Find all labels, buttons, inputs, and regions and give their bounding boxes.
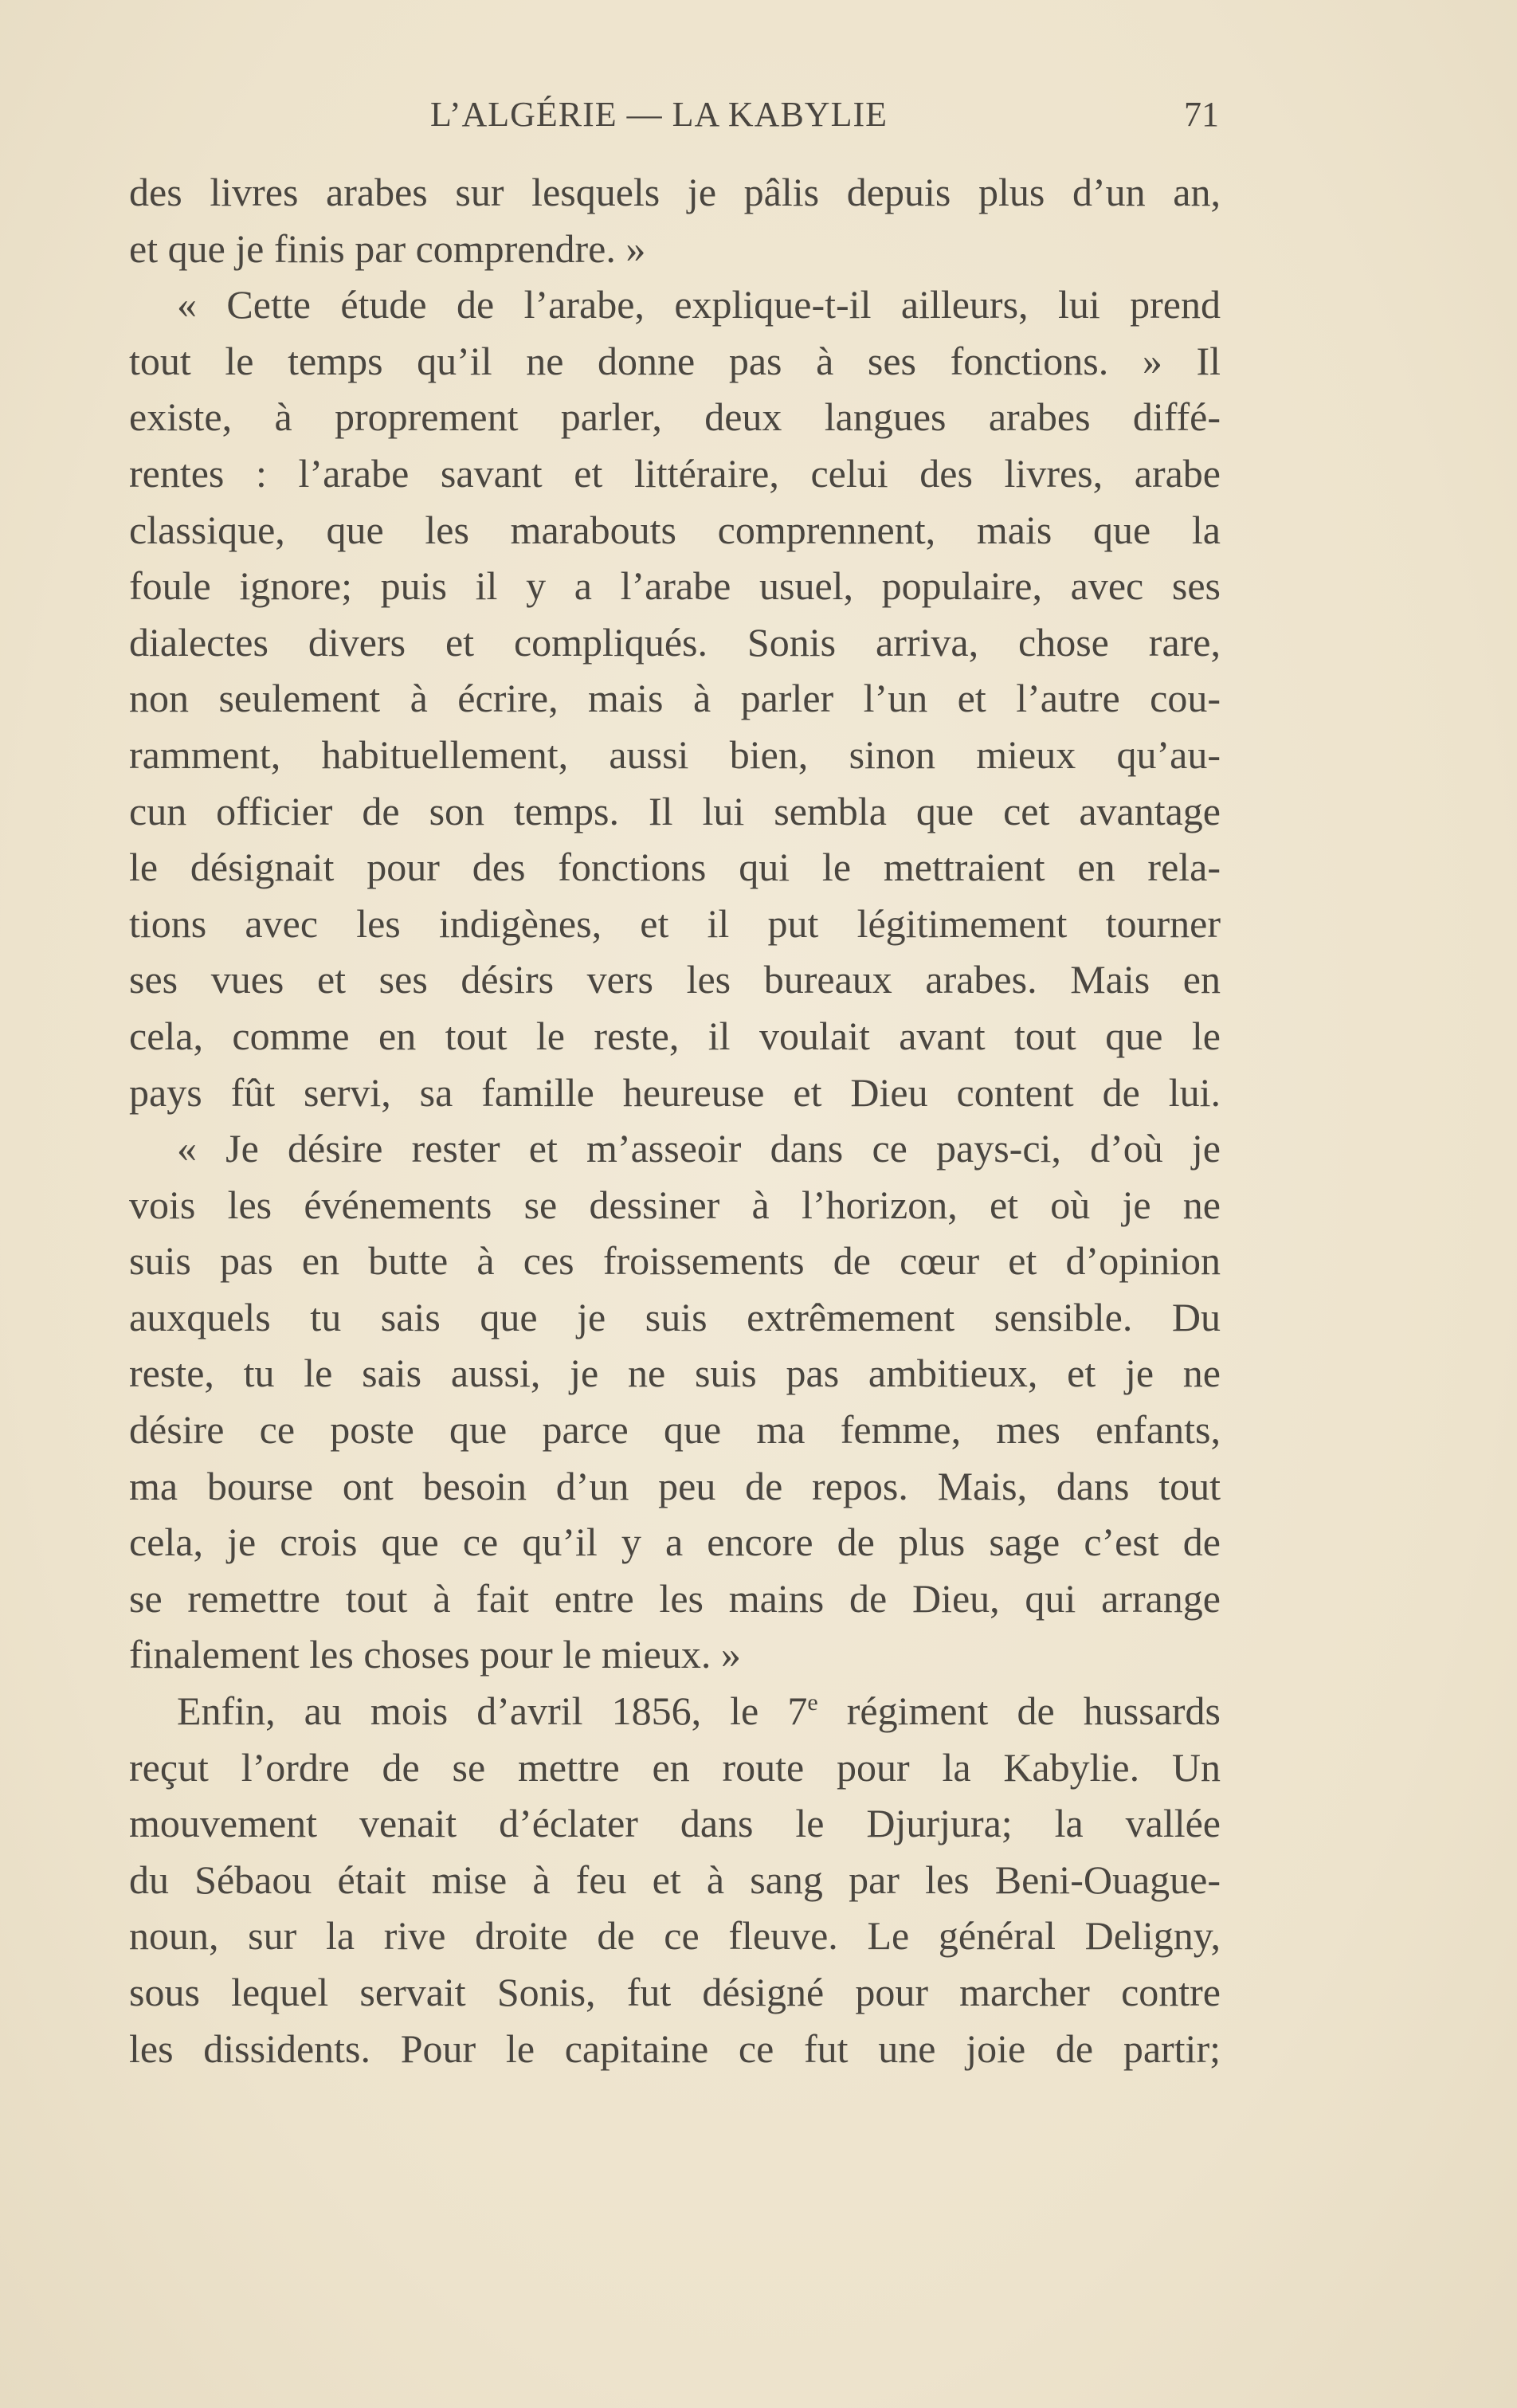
text-line: classique, que les marabouts comprennent, mais que la	[129, 507, 1221, 552]
text-line: se remettre tout à fait entre les mains de Dieu, qui arrange	[129, 1575, 1221, 1621]
body-text	[129, 164, 1221, 2077]
text-line: auxquels tu sais que je suis extrêmement sensible. Du	[129, 1294, 1221, 1339]
text-line: suis pas en butte à ces froissements de cœur et d’opinion	[129, 1238, 1221, 1284]
page-header	[127, 94, 1219, 150]
text-line-with-ordinal	[129, 1683, 1221, 1739]
text-line: et que je finis par comprendre. »	[129, 226, 646, 271]
text-line: cun officier de son temps. Il lui sembla que cet avantage	[129, 788, 1221, 833]
text-line: dialectes divers et compliqués. Sonis arriva, chose rare,	[129, 619, 1221, 665]
text-line: « Je désire rester et m’asseoir dans ce pays-ci, d’où je	[177, 1126, 1221, 1171]
text-line: « Cette étude de l’arabe, explique-t-il ailleurs, lui prend	[177, 282, 1221, 327]
text-line: tions avec les indigènes, et il put légitimement tourner	[129, 900, 1221, 946]
text-line: rentes : l’arabe savant et littéraire, celui des livres, arabe	[129, 450, 1221, 496]
text-line: noun, sur la rive droite de ce fleuve. Le général Deligny,	[129, 1913, 1221, 1959]
text-line: mouvement venait d’éclater dans le Djurjura; la vallée	[129, 1801, 1221, 1846]
text-line: le désignait pour des fonctions qui le mettraient en rela-	[129, 845, 1221, 890]
text-line: reste, tu le sais aussi, je ne suis pas ambitieux, et je ne	[129, 1351, 1221, 1396]
text-line: du Sébaou était mise à feu et à sang par les Beni-Ouague-	[129, 1857, 1221, 1902]
text-line: cela, je crois que ce qu’il y a encore de plus sage c’est de	[129, 1520, 1221, 1565]
text-line: finalement les choses pour le mieux. »	[129, 1632, 741, 1677]
text-line: non seulement à écrire, mais à parler l’un et l’autre cou-	[129, 676, 1221, 721]
text-line: sous lequel servait Sonis, fut désigné pour marcher contre	[129, 1970, 1221, 2014]
text-line: ma bourse ont besoin d’un peu de repos. Mais, dans tout	[129, 1463, 1221, 1508]
page-number: 71	[1184, 95, 1219, 134]
text-line: désire ce poste que parce que ma femme, mes enfants,	[129, 1407, 1221, 1453]
text-line: foule ignore; puis il y a l’arabe usuel, populaire, avec ses	[129, 563, 1221, 609]
text-line: existe, à proprement parler, deux langues arabes diffé-	[129, 394, 1221, 440]
text-line: ramment, habituellement, aussi bien, sinon mieux qu’au-	[129, 731, 1221, 777]
text-line: ses vues et ses désirs vers les bureaux arabes. Mais en	[129, 957, 1221, 1002]
text-line: les dissidents. Pour le capitaine ce fut une joie de partir;	[129, 2026, 1221, 2071]
text-line: vois les événements se dessiner à l’horizon, et où je ne	[129, 1182, 1221, 1227]
text-line: des livres arabes sur lesquels je pâlis depuis plus d’un an,	[129, 170, 1221, 214]
running-title: L’ALGÉRIE — LA KABYLIE	[430, 95, 888, 134]
text-line: reçut l’ordre de se mettre en route pour la Kabylie. Un	[129, 1744, 1221, 1790]
line-head: Enfin, au mois d’avril 1856, le 7	[177, 1688, 808, 1734]
text-line: pays fût servi, sa famille heureuse et Dieu content de lui.	[129, 1069, 1221, 1115]
ordinal-superscript: e	[807, 1689, 818, 1716]
text-line: cela, comme en tout le reste, il voulait avant tout que le	[129, 1013, 1221, 1058]
text-line: tout le temps qu’il ne donne pas à ses fonctions. » Il	[129, 338, 1221, 383]
line-tail: régiment de hussards	[817, 1688, 1221, 1734]
